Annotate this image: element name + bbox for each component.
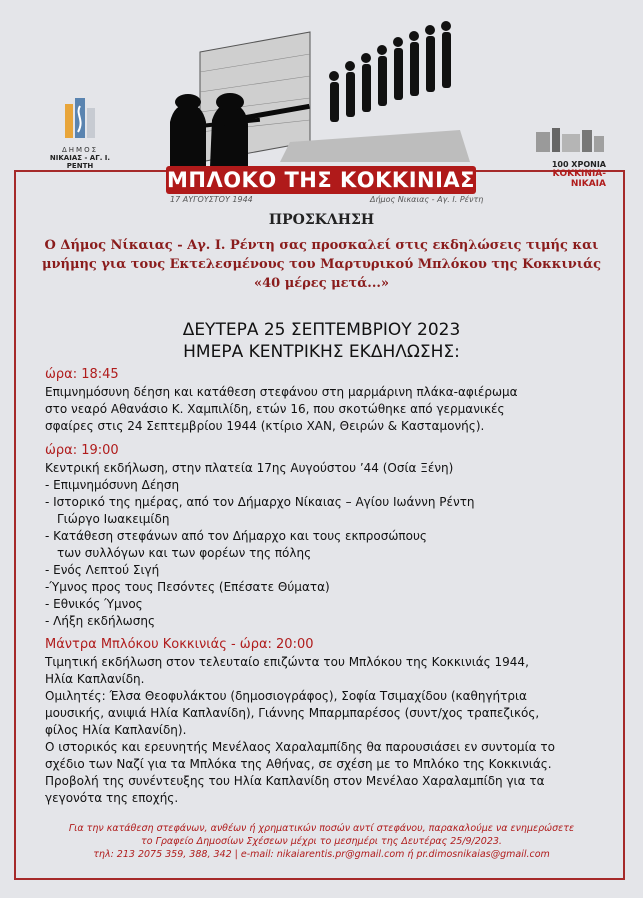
logo-right-line2: ΚΟΚΚΙΝΙΑ-ΝΙΚΑΙΑ — [552, 169, 606, 189]
section-2000-line: Ομιλητές: Έλσα Θεοφυλάκτου (δημοσιογράφος), Σοφία Τσιμαχίδου (καθηγήτρια — [45, 689, 527, 703]
event-date: ΔΕΥΤΕΡΑ 25 ΣΕΠΤΕΜΒΡΙΟΥ 2023 — [182, 320, 461, 340]
section-2000-line: γεγονότα της εποχής. — [45, 791, 179, 805]
program-item: - Λήξη εκδήλωσης — [45, 614, 155, 628]
logo-left-line1: ΔΗΜΟΣ — [61, 146, 99, 154]
program-item: - Κατάθεση στεφάνων από τον Δήμαρχο και τους εκπροσώπους — [45, 529, 427, 543]
program-item: - Επιμνημόσυνη Δέηση — [45, 478, 180, 492]
invitation-intro: Ο Δήμος Νίκαιας - Αγ. Ι. Ρέντη σας προσκαλεί στις εκδηλώσεις τιμής και μνήμης για τους Εκτελεσμένους του Μαρτυρικού Μπλόκου της Κοκκινιάς «40 μέρες μετά...» — [41, 238, 602, 291]
invitation-title: ΠΡΟΣΚΛΗΣΗ — [268, 212, 375, 228]
program-item: Γιώργο Ιωακειμίδη — [57, 512, 170, 526]
banner-date: 17 ΑΥΓΟΥΣΤΟΥ 1944 — [170, 195, 253, 204]
section-2000-line: Ο ιστορικός και ερευνητής Μενέλαος Χαραλαμπίδης θα παρουσιάσει εν συντομία το — [45, 740, 555, 754]
execution-scene-illustration — [160, 12, 480, 167]
section-2000-line: φίλος Ηλία Καπλανίδη). — [45, 723, 187, 737]
section-1900 — [45, 442, 615, 630]
section-2000-line: μουσικής, ανιψιά Ηλία Καπλανίδη), Γιάννης Μπαρμπαρέσος (συντ/χος τραπεζικός, — [45, 706, 540, 720]
municipality-emblem-icon — [63, 98, 97, 144]
footer-note — [20, 822, 623, 861]
section-2000-head: Μάντρα Μπλόκου Κοκκινιάς - ώρα: 20:00 — [45, 637, 314, 652]
footer-contact: τηλ: 213 2075 359, 388, 342 | e-mail: nikaiarentis.pr@gmail.com ή pr.dimosnikaias@gmail.com — [93, 849, 550, 860]
section-2000-line: Ηλία Καπλανίδη. — [45, 672, 145, 686]
main-event-heading: ΗΜΕΡΑ ΚΕΝΤΡΙΚΗΣ ΕΚΔΗΛΩΣΗΣ: — [183, 342, 460, 362]
section-2000-line: σχέδιο των Ναζί για τα Μπλόκα της Αθήνας, σε σχέση με το Μπλόκο της Κοκκινιάς. — [45, 757, 552, 771]
program-item: - Ενός Λεπτού Σιγή — [45, 563, 160, 577]
logo-right-line1: 100 ΧΡΟΝΙΑ — [551, 160, 606, 169]
banner-title: ΜΠΛΟΚΟ ΤΗΣ ΚΟΚΚΙΝΙΑΣ — [166, 168, 476, 192]
program-item: - Εθνικός Ύμνος — [45, 597, 143, 611]
section-2000-line: Προβολή της συνέντευξης του Ηλία Καπλανίδη στον Μενέλαο Χαραλαμπίδη για τα — [45, 774, 545, 788]
program-item: - Ιστορικό της ημέρας, από τον Δήμαρχο Νίκαιας – Αγίου Ιωάννη Ρέντη — [45, 495, 475, 509]
banner-municipality: Δήμος Νικαιας - Αγ. Ι. Ρέντη — [370, 195, 484, 204]
section-1845-head: ώρα: 18:45 — [45, 367, 119, 382]
municipality-logo — [40, 98, 120, 170]
section-1845-line: Επιμνημόσυνη δέηση και κατάθεση στεφάνου στη μαρμάρινη πλάκα-αφιέρωμα — [45, 385, 518, 399]
section-1900-head: ώρα: 19:00 — [45, 443, 119, 458]
program-item: των συλλόγων και των φορέων της πόλης — [57, 546, 312, 560]
section-1900-intro: Κεντρική εκδήλωση, στην πλατεία 17ης Αυγούστου ’44 (Οσία Ξένη) — [45, 461, 454, 475]
section-1845 — [45, 366, 615, 435]
logo-left-line2: ΝΙΚΑΙΑΣ - ΑΓ. Ι. ΡΕΝΤΗ — [49, 154, 111, 170]
section-1845-line: σφαίρες στις 24 Σεπτεμβρίου 1944 (κτίριο ΧΑΝ, Θειρών & Κασταμονής). — [45, 419, 485, 433]
footer-line: Για την κατάθεση στεφάνων, ανθέων ή χρηματικών ποσών αντί στεφάνου, παρακαλούμε να ενημερώσετε — [68, 823, 575, 834]
centenary-emblem-icon — [528, 128, 608, 154]
footer-line: το Γραφείο Δημοσίων Σχέσεων μέχρι το μεσημέρι της Δευτέρας 25/9/2023. — [141, 836, 502, 847]
centenary-logo — [518, 128, 618, 189]
section-2000 — [45, 636, 615, 807]
section-1845-line: στο νεαρό Αθανάσιο Κ. Χαμπιλίδη, ετών 16, που σκοτώθηκε από γερμανικές — [45, 402, 505, 416]
program-item: -Ύμνος προς τους Πεσόντες (Επέσατε Θύματα) — [45, 580, 330, 594]
section-2000-line: Τιμητική εκδήλωση στον τελευταίο επιζώντα του Μπλόκου της Κοκκινιάς 1944, — [45, 655, 529, 669]
